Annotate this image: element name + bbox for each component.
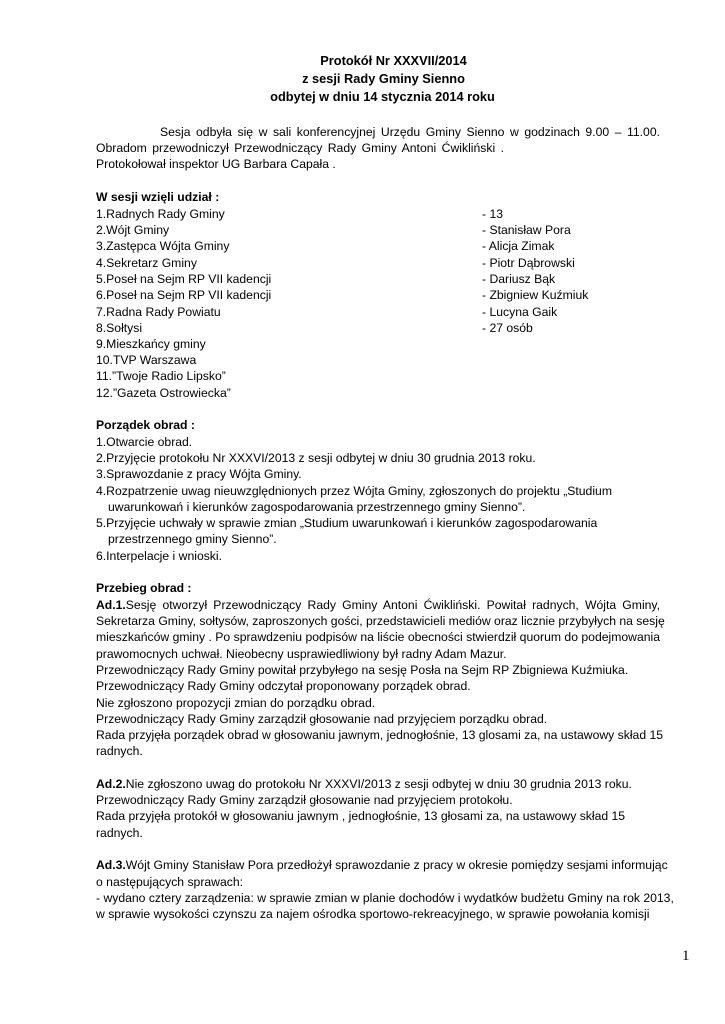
attendance-label: 3.Zastępca Wójta Gminy bbox=[96, 239, 230, 253]
intro-line: Obradom przewodniczył Przewodniczący Rady Gminy Antoni Ćwikliński . bbox=[96, 141, 504, 155]
ad1-line: Przewodniczący Rady Gminy odczytał proponowany porządek obrad. bbox=[96, 679, 471, 693]
ad3-first-line bbox=[96, 857, 668, 873]
ad2-line: Rada przyjęła protokół w głosowaniu jawnym , jednogłośnie, 13 głosami za, na ustawowy skład 15 bbox=[96, 809, 626, 823]
ad1-line: Przewodniczący Rady Gminy zarządził głosowanie nad przyjęciem porządku obrad. bbox=[96, 712, 548, 726]
intro-line: Sesja odbyła się w sali konferencyjnej Urzędu Gminy Sienno w godzinach 9.00 – 11.00. bbox=[160, 125, 660, 139]
ad1-line: radnych. bbox=[96, 744, 143, 758]
ad1-text: Sesję otworzył Przewodniczący Rady Gminy Antoni Ćwikliński. Powitał radnych, Wójta Gminy, bbox=[125, 598, 660, 612]
ad2-line: Przewodniczący Rady Gminy zarządził głosowanie nad przyjęciem protokołu. bbox=[96, 793, 513, 807]
attendance-value: - Stanisław Pora bbox=[482, 223, 571, 237]
ad1-line: Sekretarza Gminy, sołtysów, zaproszonych gości, przedstawicieli mediów oraz licznie przybyłych na sesję bbox=[96, 614, 665, 628]
attendance-value: - Lucyna Gaik bbox=[482, 305, 558, 319]
agenda-item: 6.Interpelacje i wnioski. bbox=[96, 549, 222, 563]
attendance-value: - Piotr Dąbrowski bbox=[482, 256, 575, 270]
attendance-value: - Zbigniew Kuźmiuk bbox=[482, 288, 589, 302]
agenda-heading: Porządek obrad : bbox=[96, 418, 195, 432]
ad1-first-line bbox=[96, 597, 660, 613]
attendance-label: 2.Wójt Gminy bbox=[96, 223, 170, 237]
attendance-label: 9.Mieszkańcy gminy bbox=[96, 337, 206, 351]
document-title: Protokół Nr XXXVII/2014 bbox=[320, 53, 467, 68]
ad2-line: radnych. bbox=[96, 826, 143, 840]
ad3-line: w sprawie wysokości czynszu za najem ośrodka sportowo-rekreacyjnego, w sprawie powołania komisji bbox=[96, 907, 650, 921]
attendance-label: 7.Radna Rady Powiatu bbox=[96, 305, 221, 319]
ad1-line: Rada przyjęła porządek obrad w głosowaniu jawnym, jednogłośnie, 13 glosami za, na ustawowy skład 15 bbox=[96, 728, 664, 742]
document-date-line: odbytej w dniu 14 stycznia 2014 roku bbox=[270, 89, 495, 104]
agenda-item: 1.Otwarcie obrad. bbox=[96, 435, 193, 449]
ad3-label: Ad.3. bbox=[96, 858, 126, 872]
agenda-item: 4.Rozpatrzenie uwag nieuwzględnionych przez Wójta Gminy, zgłoszonych do projektu „Studium bbox=[96, 484, 612, 498]
attendance-value: - Alicja Zimak bbox=[482, 239, 555, 253]
agenda-item: przestrzennego gminy Sienno”. bbox=[108, 532, 277, 546]
attendance-value: - 13 bbox=[482, 207, 504, 221]
attendance-label: 6.Poseł na Sejm RP VII kadencji bbox=[96, 288, 272, 302]
ad1-line: mieszkańców gminy . Po sprawdzeniu podpisów na liście obecności stwierdził quorum do podejmowania bbox=[96, 630, 660, 644]
ad3-text: Wójt Gminy Stanisław Pora przedłożył sprawozdanie z pracy w okresie pomiędzy sesjami informując bbox=[125, 858, 668, 872]
proceedings-heading: Przebieg obrad : bbox=[96, 581, 192, 595]
ad3-line: o następujących sprawach: bbox=[96, 875, 244, 889]
attendance-label: 1.Radnych Rady Gminy bbox=[96, 207, 225, 221]
ad1-label: Ad.1. bbox=[96, 598, 126, 612]
agenda-item: uwarunkowań i kierunków zagospodarowania przestrzennego gminy Sienno”. bbox=[108, 500, 526, 514]
attendance-label: 12.”Gazeta Ostrowiecka” bbox=[96, 386, 231, 400]
ad1-line: Nie zgłoszono propozycji zmian do porządku obrad. bbox=[96, 696, 376, 710]
attendance-label: 4.Sekretarz Gminy bbox=[96, 256, 197, 270]
attendance-label: 10.TVP Warszawa bbox=[96, 353, 197, 367]
ad2-label: Ad.2. bbox=[96, 777, 126, 791]
attendance-label: 8.Sołtysi bbox=[96, 321, 143, 335]
ad2-text: Nie zgłoszono uwag do protokołu Nr XXXVI/2013 z sesji odbytej w dniu 30 grudnia 2013 roku. bbox=[125, 777, 632, 791]
agenda-item: 5.Przyjęcie uchwały w sprawie zmian „Studium uwarunkowań i kierunków zagospodarowania bbox=[96, 516, 598, 530]
ad3-line: - wydano cztery zarządzenia: w sprawie zmian w planie dochodów i wydatków budżetu Gminy na rok 2013, bbox=[96, 891, 674, 905]
ad1-line: Przewodniczący Rady Gminy powitał przybyłego na sesję Posła na Sejm RP Zbigniewa Kuźmiuka. bbox=[96, 663, 629, 677]
agenda-item: 3.Sprawozdanie z pracy Wójta Gminy. bbox=[96, 467, 302, 481]
ad1-line: prawomocnych uchwał. Nieobecny usprawiedliwiony był radny Adam Mazur. bbox=[96, 647, 507, 661]
page-number: 1 bbox=[682, 948, 690, 964]
attendance-value: - 27 osób bbox=[482, 321, 533, 335]
attendance-label: 5.Poseł na Sejm RP VII kadencji bbox=[96, 272, 272, 286]
document-subtitle: z sesji Rady Gminy Sienno bbox=[302, 71, 465, 86]
intro-line: Protokołował inspektor UG Barbara Capała . bbox=[96, 157, 336, 171]
attendance-heading: W sesji wzięli udział : bbox=[96, 190, 220, 204]
ad2-first-line bbox=[96, 776, 632, 792]
attendance-label: 11.”Twoje Radio Lipsko” bbox=[96, 369, 226, 383]
attendance-value: - Dariusz Bąk bbox=[482, 272, 556, 286]
agenda-item: 2.Przyjęcie protokołu Nr XXXVI/2013 z sesji odbytej w dniu 30 grudnia 2013 roku. bbox=[96, 451, 536, 465]
